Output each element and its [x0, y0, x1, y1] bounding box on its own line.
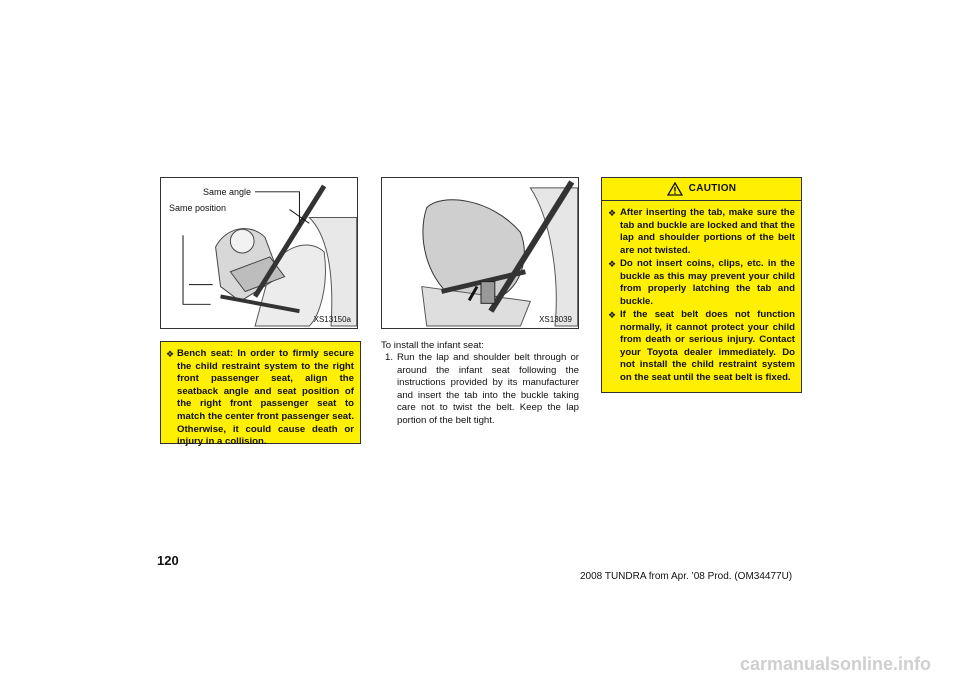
caution-bullet: ❖ [608, 208, 617, 218]
figure-child-seat-alignment [160, 177, 358, 329]
install-intro: To install the infant seat: [381, 340, 484, 351]
callout-same-angle: Same angle [203, 187, 252, 197]
bench-seat-warning-text: Bench seat: In order to firmly secure the child restraint system to the right front passenger seat, align the seatback angle and seat position of the right front passenger seat to match the center front passenger seat. Otherwise, it could cause death or injury in a collision. [177, 348, 354, 448]
watermark-logo: carmanualsonline.info [740, 654, 932, 674]
figure-code: XS13150a [313, 315, 351, 324]
step-1-text: Run the lap and shoulder belt through or around the infant seat following the instructions provided by its manufacturer and insert the tab into the buckle taking care not to twist the belt. Keep the lap portion of the belt tight. [397, 352, 579, 426]
step-number: 1. [385, 352, 394, 363]
figure-infant-seat [381, 177, 579, 329]
child-seat-illustration [161, 178, 357, 328]
caution-item-2: ❖ Do not insert coins, clips, etc. in the buckle as this may prevent your child from properly latching the tab and buckle. [608, 258, 795, 307]
caution-item-3: ❖ If the seat belt does not function normally, it cannot protect your child from death or serious injury. Contact your Toyota dealer immediately. Do not install the child restraint system on the seat until the seat belt is fixed. [608, 309, 795, 383]
page-number: 120 [157, 553, 179, 568]
caution-title: CAUTION [688, 182, 737, 194]
warning-bullet: ❖ [166, 349, 175, 359]
caution-box [601, 177, 802, 393]
infant-seat-illustration [382, 178, 578, 328]
figure-code: XS13039 [539, 315, 572, 324]
warning-triangle-icon [667, 182, 683, 196]
footer-edition: 2008 TUNDRA from Apr. ’08 Prod. (OM34477U) [580, 571, 793, 582]
caution-bullet: ❖ [608, 259, 617, 269]
caution-item-1: ❖ After inserting the tab, make sure the tab and buckle are locked and that the lap and shoulder portions of the belt are not twisted. [608, 207, 795, 256]
bench-seat-warning [160, 341, 361, 448]
callout-same-position: Same position [169, 203, 227, 213]
caution-header [602, 178, 801, 201]
caution-bullet: ❖ [608, 310, 617, 320]
